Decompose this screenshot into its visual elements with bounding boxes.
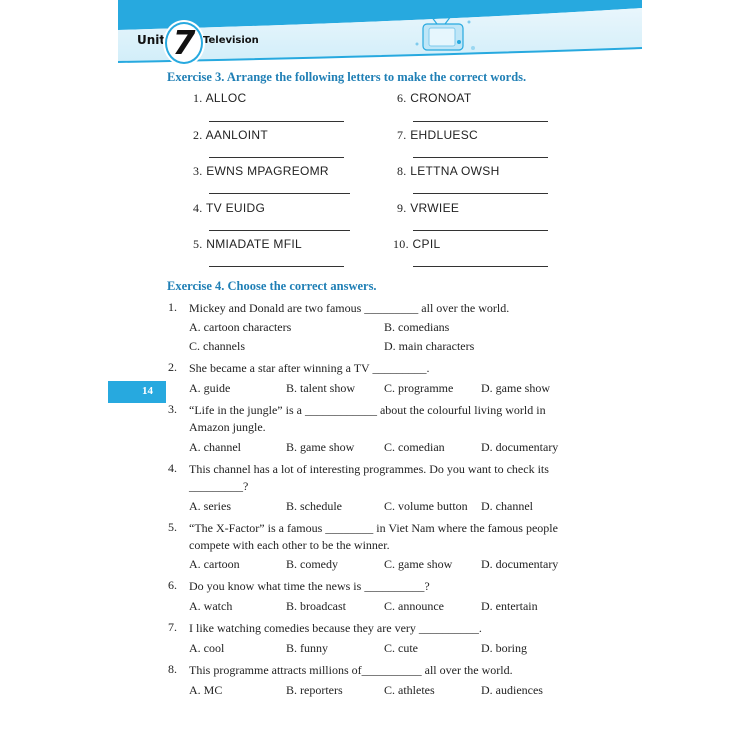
answer-option[interactable]: D. main characters	[384, 339, 475, 353]
exercise-3-item: 6. CRONOAT	[397, 91, 472, 105]
answer-option[interactable]: C. channels	[189, 339, 245, 353]
question-text: I like watching comedies because they are very __________.	[189, 621, 482, 635]
question-number: 1.	[168, 300, 177, 314]
question-number: 2.	[168, 360, 177, 374]
question-text-continued: _________?	[189, 479, 249, 493]
question-number: 5.	[168, 520, 177, 534]
exercise-4-heading: Exercise 4. Choose the correct answers.	[167, 279, 377, 293]
question-text: Mickey and Donald are two famous _________ all over the world.	[189, 301, 510, 315]
page-number-tab	[108, 381, 166, 403]
exercise-3-item: 8. LETTNA OWSH	[397, 164, 500, 178]
answer-line[interactable]	[209, 266, 344, 267]
answer-option[interactable]: D. documentary	[481, 440, 559, 454]
answer-line[interactable]	[413, 230, 548, 231]
unit-number: 7	[172, 23, 196, 62]
unit-label: Unit	[137, 33, 166, 47]
answer-option[interactable]: C. game show	[384, 557, 453, 571]
answer-line[interactable]	[209, 121, 344, 122]
answer-option[interactable]: C. comedian	[384, 440, 445, 454]
answer-option[interactable]: C. volume button	[384, 499, 468, 513]
unit-title: Television	[203, 35, 259, 46]
answer-option[interactable]: D. entertain	[481, 599, 538, 613]
question-text: This channel has a lot of interesting programmes. Do you want to check its	[189, 462, 549, 476]
answer-line[interactable]	[413, 121, 548, 122]
answer-option[interactable]: A. guide	[189, 381, 231, 395]
exercise-3-item: 9. VRWIEE	[397, 201, 460, 215]
question-number: 8.	[168, 662, 177, 676]
question-number: 7.	[168, 620, 177, 634]
answer-option[interactable]: B. schedule	[286, 499, 342, 513]
question-text-continued: Amazon jungle.	[189, 420, 266, 434]
answer-option[interactable]: A. cool	[189, 641, 225, 655]
question-text: “Life in the jungle” is a ____________ about the colourful living world in	[189, 403, 546, 417]
answer-option[interactable]: D. documentary	[481, 557, 559, 571]
answer-option[interactable]: C. cute	[384, 641, 418, 655]
answer-option[interactable]: B. funny	[286, 641, 328, 655]
answer-line[interactable]	[413, 157, 548, 158]
answer-option[interactable]: B. comedy	[286, 557, 338, 571]
answer-option[interactable]: B. comedians	[384, 320, 450, 334]
question-text: Do you know what time the news is __________?	[189, 579, 430, 593]
answer-option[interactable]: D. audiences	[481, 683, 543, 697]
answer-line[interactable]	[209, 193, 350, 194]
answer-option[interactable]: A. MC	[189, 683, 223, 697]
answer-option[interactable]: A. cartoon characters	[189, 320, 292, 334]
unit-number-badge	[165, 22, 203, 64]
answer-line[interactable]	[209, 157, 344, 158]
answer-option[interactable]: C. programme	[384, 381, 454, 395]
answer-option[interactable]: B. talent show	[286, 381, 355, 395]
answer-option[interactable]: A. watch	[189, 599, 233, 613]
answer-option[interactable]: D. game show	[481, 381, 550, 395]
exercise-3-item: 10. CPIL	[393, 237, 441, 251]
exercise-3-item: 5. NMIADATE MFIL	[193, 237, 302, 251]
exercise-3-item: 3. EWNS MPAGREOMR	[193, 164, 329, 178]
answer-line[interactable]	[209, 230, 350, 231]
answer-line[interactable]	[413, 193, 548, 194]
question-text: “The X-Factor” is a famous ________ in Viet Nam where the famous people	[189, 521, 558, 535]
exercise-3-heading: Exercise 3. Arrange the following letters to make the correct words.	[167, 70, 527, 84]
unit-header-banner	[0, 0, 750, 70]
question-number: 3.	[168, 402, 177, 416]
answer-option[interactable]: A. channel	[189, 440, 241, 454]
question-text: This programme attracts millions of__________ all over the world.	[189, 663, 513, 677]
answer-option[interactable]: B. game show	[286, 440, 355, 454]
question-text: She became a star after winning a TV _________.	[189, 361, 430, 375]
answer-option[interactable]: C. announce	[384, 599, 444, 613]
answer-option[interactable]: C. athletes	[384, 683, 435, 697]
answer-option[interactable]: D. boring	[481, 641, 527, 655]
answer-option[interactable]: A. cartoon	[189, 557, 240, 571]
answer-option[interactable]: B. broadcast	[286, 599, 346, 613]
answer-line[interactable]	[413, 266, 548, 267]
page-number: 14	[142, 385, 153, 397]
answer-option[interactable]: B. reporters	[286, 683, 343, 697]
question-text-continued: compete with each other to be the winner.	[189, 538, 390, 552]
exercise-3-item: 7. EHDLUESC	[397, 128, 478, 142]
answer-option[interactable]: D. channel	[481, 499, 533, 513]
answer-option[interactable]: A. series	[189, 499, 231, 513]
exercise-3-item: 4. TV EUIDG	[193, 201, 266, 215]
question-number: 4.	[168, 461, 177, 475]
exercise-3-item: 2. AANLOINT	[193, 128, 269, 142]
question-number: 6.	[168, 578, 177, 592]
exercise-3-item: 1. ALLOC	[193, 91, 247, 105]
